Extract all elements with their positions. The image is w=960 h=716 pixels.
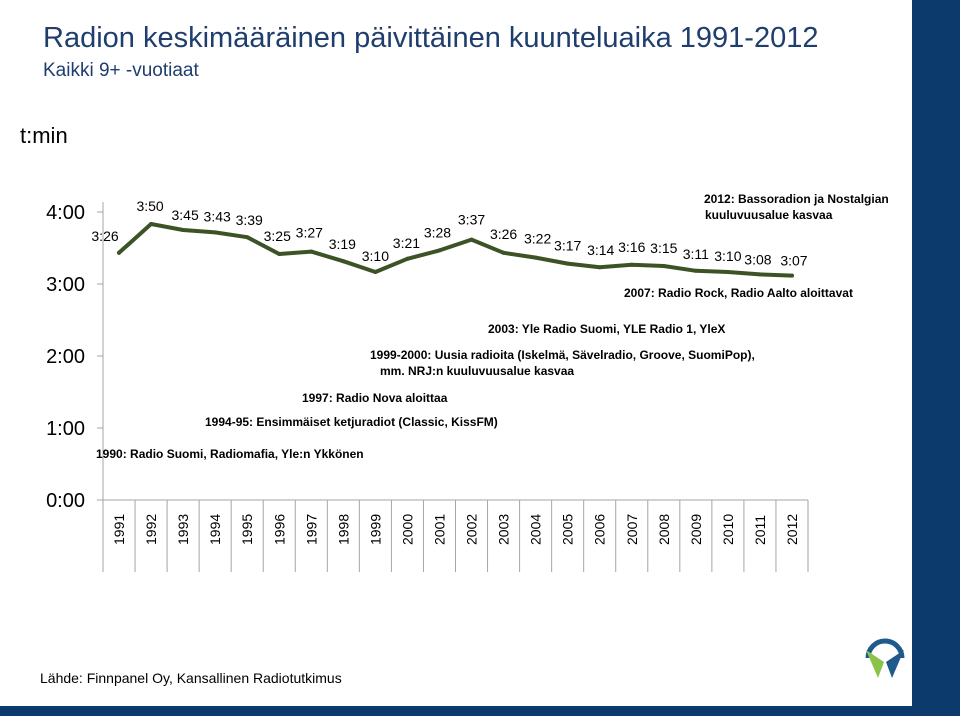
x-tick-label: 1992: [143, 513, 160, 545]
data-point: [373, 270, 377, 274]
x-tick-label: 1994: [207, 513, 224, 545]
data-label: 3:14: [587, 242, 615, 259]
annotation-text: 2007: Radio Rock, Radio Aalto aloittavat: [624, 286, 853, 300]
annotation-text: 1997: Radio Nova aloittaa: [302, 391, 448, 405]
data-label: 3:26: [91, 227, 119, 244]
annotation-text: 1990: Radio Suomi, Radiomafia, Yle:n Ykkönen: [96, 447, 364, 461]
annotation-text: kuuluvuusalue kasvaa: [705, 208, 833, 222]
y-tick-label: 3:00: [46, 274, 85, 296]
data-point: [245, 235, 249, 239]
data-point: [566, 262, 570, 266]
data-label: 3:43: [203, 208, 231, 225]
data-label: 3:25: [263, 228, 291, 244]
data-label: 3:27: [295, 224, 323, 241]
x-tick-label: 2003: [495, 513, 512, 545]
y-tick-label: 0:00: [46, 490, 85, 512]
data-label: 3:50: [136, 198, 164, 214]
annotation-text: 2012: Bassoradion ja Nostalgian: [704, 192, 889, 206]
x-tick-label: 1999: [367, 513, 384, 545]
x-tick-label: 1997: [303, 513, 320, 545]
data-label: 3:28: [423, 224, 452, 241]
data-point: [117, 251, 121, 255]
finnpanel-logo-icon: [862, 636, 908, 682]
data-point: [502, 251, 506, 255]
annotation-text: mm. NRJ:n kuuluvuusalue kasvaa: [380, 364, 575, 378]
data-point: [309, 250, 313, 254]
x-tick-label: 1998: [335, 513, 352, 545]
data-label: 3:45: [171, 207, 199, 223]
data-point: [149, 222, 153, 226]
x-tick-label: 2005: [559, 513, 576, 545]
page-title: Radion keskimääräinen päivittäinen kuunteluaika 1991-2012: [43, 22, 819, 54]
x-tick-label: 2000: [399, 513, 416, 545]
x-tick-label: 2009: [687, 513, 704, 545]
data-point: [213, 230, 217, 234]
x-tick-label: 1993: [175, 513, 192, 545]
data-label: 3:37: [457, 211, 486, 228]
data-point: [758, 272, 762, 276]
data-label: 3:11: [682, 245, 709, 262]
data-point: [694, 269, 698, 273]
x-tick-label: 2006: [591, 513, 608, 545]
x-tick-label: 2008: [655, 513, 672, 545]
x-tick-label: 2012: [783, 513, 800, 545]
y-axis-unit-label: t:min: [20, 123, 68, 148]
y-tick-label: 1:00: [46, 418, 85, 440]
page-subtitle: Kaikki 9+ -vuotiaat: [43, 60, 199, 81]
data-label: 3:26: [489, 225, 518, 242]
data-point: [534, 256, 538, 260]
annotation-text: 2003: Yle Radio Suomi, YLE Radio 1, YleX: [488, 322, 726, 336]
data-label: 3:07: [780, 252, 808, 269]
data-point: [726, 270, 730, 274]
x-tick-label: 1996: [271, 513, 288, 545]
y-tick-label: 2:00: [46, 346, 85, 368]
data-point: [437, 248, 441, 252]
data-point: [405, 257, 409, 261]
data-point: [790, 274, 794, 278]
x-tick-label: 2004: [527, 513, 544, 545]
x-tick-label: 1995: [239, 513, 256, 545]
data-point: [662, 264, 666, 268]
x-tick-label: 2001: [431, 513, 448, 545]
data-point: [341, 259, 345, 263]
data-label: 3:17: [554, 237, 582, 254]
x-tick-label: 1991: [111, 513, 128, 545]
x-tick-label: 2010: [719, 513, 736, 545]
data-label: 3:10: [361, 248, 390, 264]
data-label: 3:21: [392, 234, 421, 251]
data-label: 3:22: [523, 230, 552, 247]
annotation-text: 1994-95: Ensimmäiset ketjuradiot (Classic, KissFM): [205, 415, 498, 429]
data-label: 3:39: [235, 212, 263, 229]
data-point: [598, 265, 602, 269]
data-label: 3:19: [328, 236, 356, 253]
data-point: [470, 238, 474, 242]
annotation-text: 1999-2000: Uusia radioita (Iskelmä, Sävelradio, Groove, SuomiPop),: [370, 348, 755, 362]
data-point: [277, 252, 281, 256]
data-point: [630, 263, 634, 267]
data-label: 3:15: [650, 240, 678, 256]
x-tick-label: 2011: [751, 514, 768, 545]
data-label: 3:10: [714, 248, 742, 264]
x-tick-label: 2002: [463, 513, 480, 545]
data-label: 3:16: [618, 238, 646, 255]
data-point: [181, 228, 185, 232]
source-note: Lähde: Finnpanel Oy, Kansallinen Radiotutkimus: [40, 670, 342, 686]
x-tick-label: 2007: [623, 513, 640, 545]
data-label: 3:08: [744, 251, 772, 268]
y-tick-label: 4:00: [46, 202, 85, 224]
